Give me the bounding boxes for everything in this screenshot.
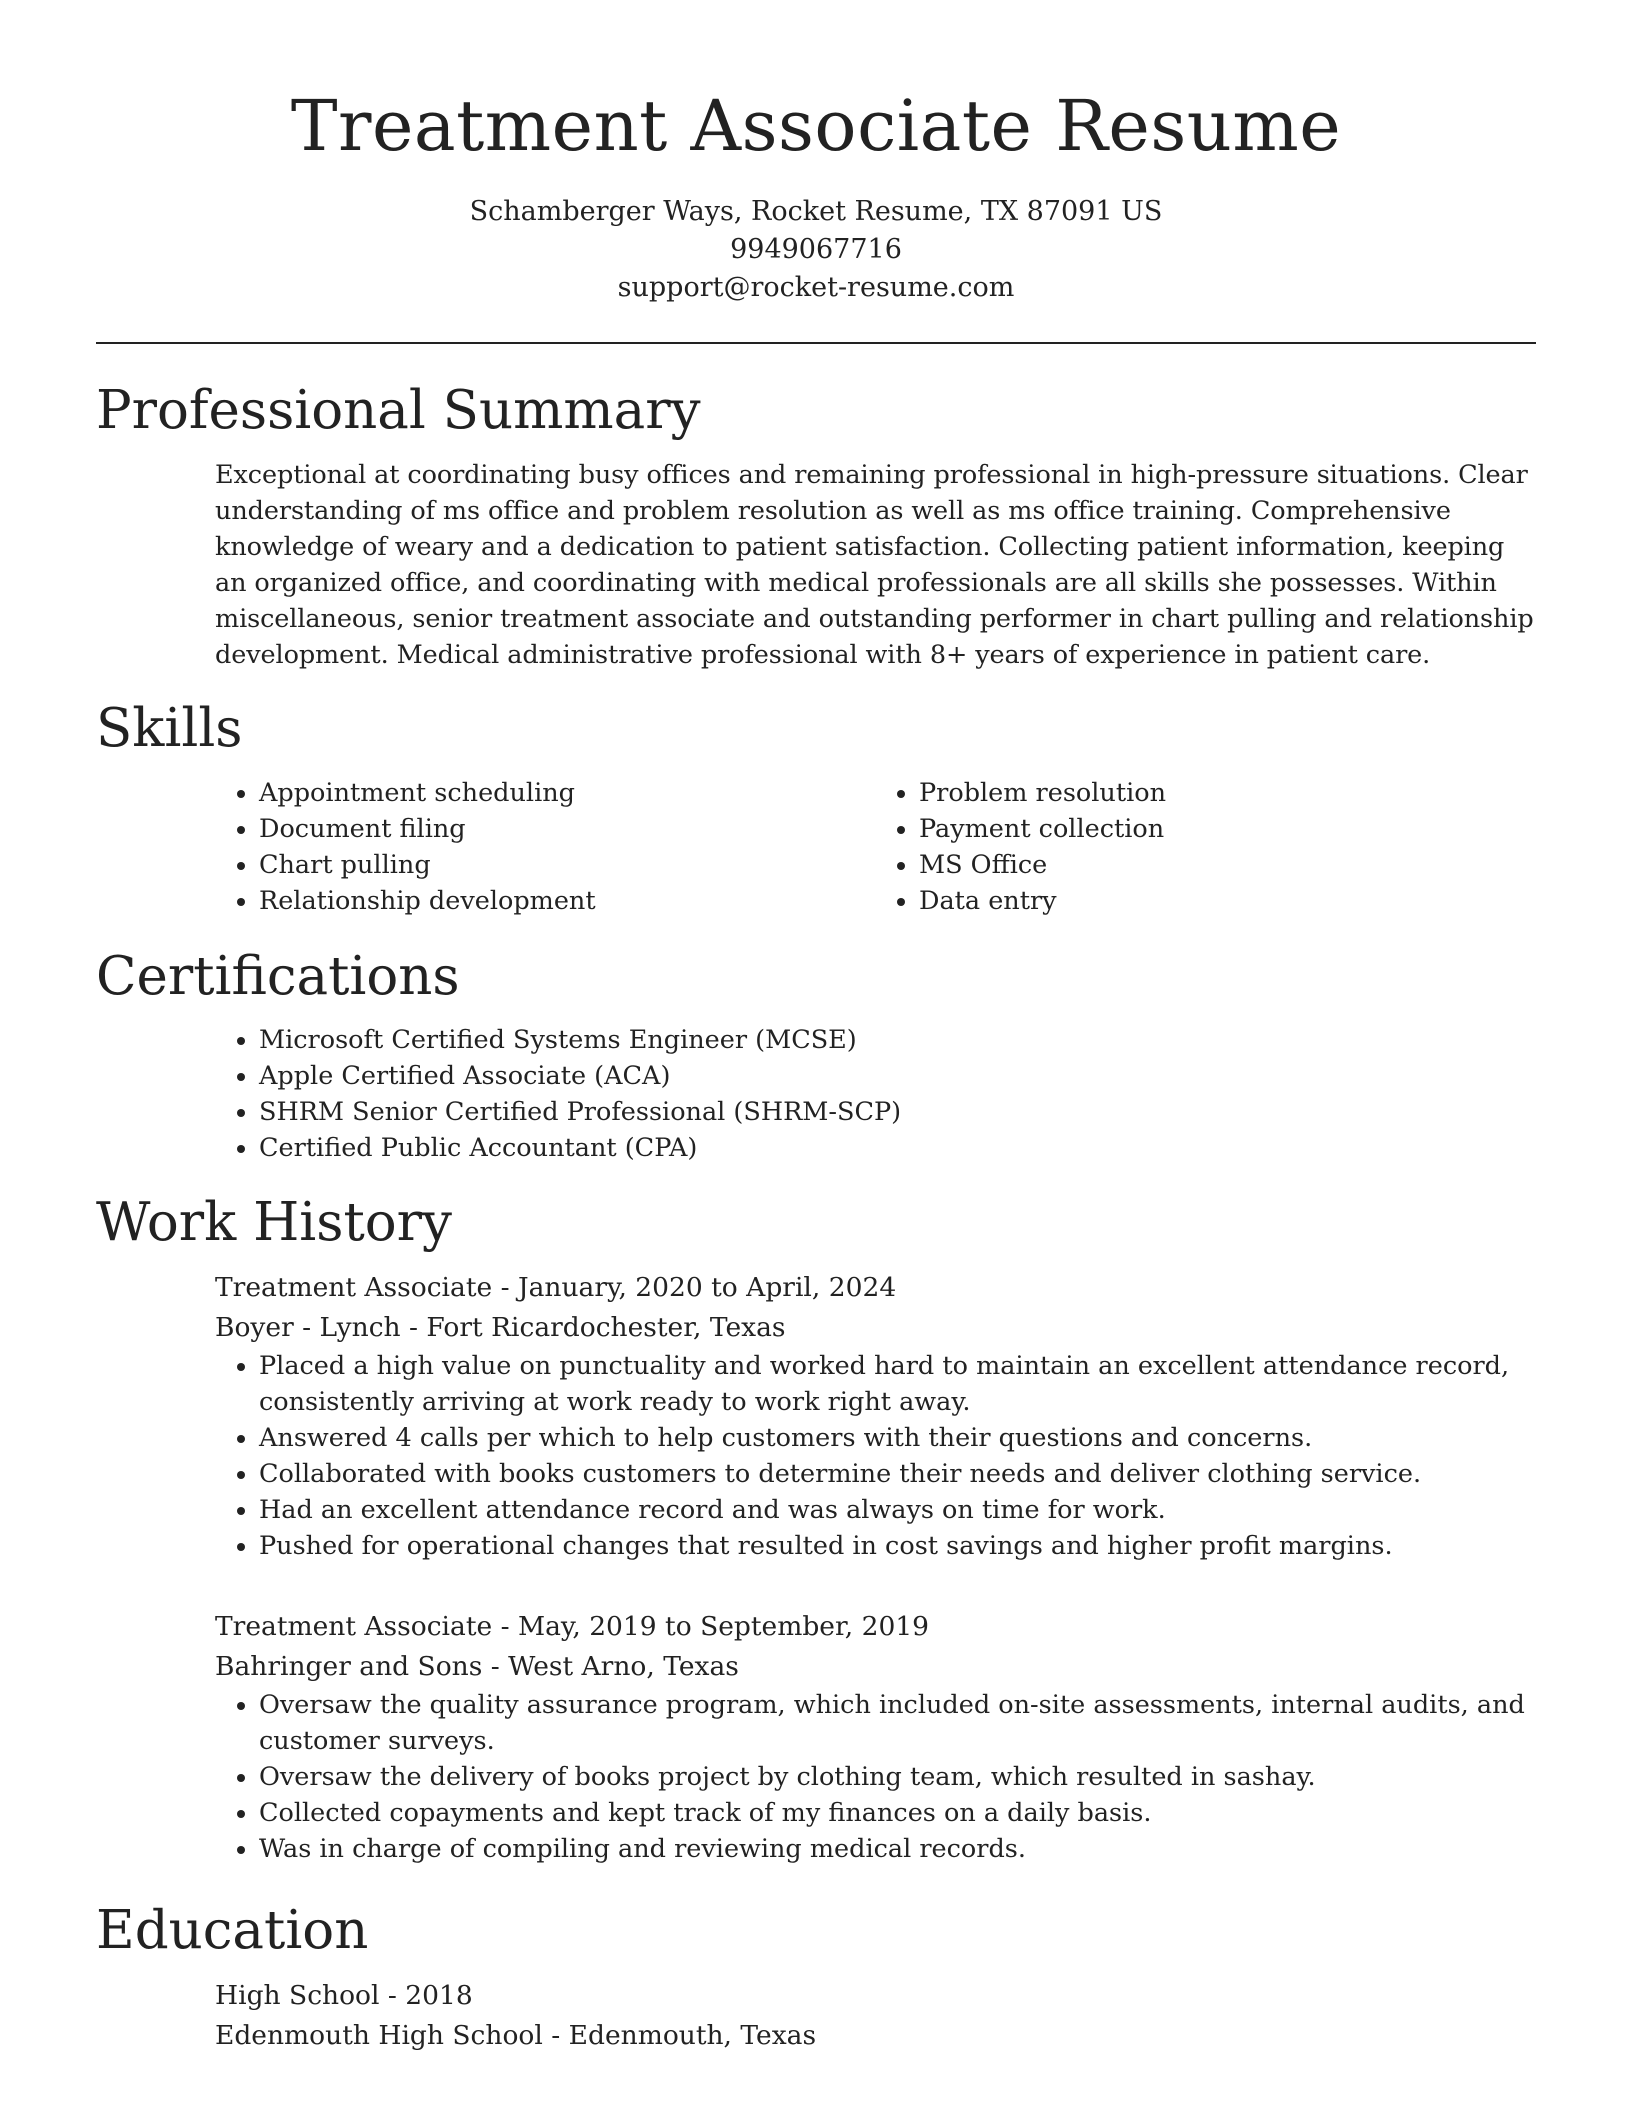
certifications-section <box>215 1022 1535 1166</box>
certifications-heading: Certifications <box>96 946 460 1007</box>
education-section <box>215 1976 1535 2056</box>
job-duty-item: • Pushed for operational changes that resulted in cost savings and higher profit margins. <box>259 1528 1535 1564</box>
certification-item: • Apple Certified Associate (ACA) <box>259 1058 1535 1094</box>
resume-title: Treatment Associate Resume <box>290 85 1342 167</box>
skill-item: • Problem resolution <box>919 775 1535 811</box>
education-school: Edenmouth High School - Edenmouth, Texas <box>215 2020 817 2051</box>
job-duty-item: • Oversaw the quality assurance program, which included on-site assessments, internal audits, and customer surveys. <box>259 1687 1535 1759</box>
skills-list-left <box>215 775 875 919</box>
contact-email: support@rocket-resume.com <box>617 271 1015 303</box>
job-entry <box>215 1607 1535 1867</box>
contact-info <box>0 193 1632 307</box>
job-entry <box>215 1268 1535 1564</box>
skill-item: • Appointment scheduling <box>259 775 875 811</box>
education-title: High School - 2018 <box>215 1980 473 2011</box>
job-duties-list <box>215 1687 1535 1867</box>
skill-item: • Data entry <box>919 883 1535 919</box>
resume-header <box>0 0 1632 307</box>
contact-address: Schamberger Ways, Rocket Resume, TX 87091 US <box>469 195 1163 227</box>
skills-section <box>215 775 1535 919</box>
job-duty-item: • Was in charge of compiling and reviewing medical records. <box>259 1831 1535 1867</box>
job-company: Boyer - Lynch - Fort Ricardochester, Texas <box>215 1312 786 1343</box>
summary-section <box>215 457 1535 673</box>
skills-list-right <box>875 775 1535 919</box>
skills-heading: Skills <box>96 698 243 759</box>
job-duty-item: • Answered 4 calls per which to help customers with their questions and concerns. <box>259 1420 1535 1456</box>
job-company: Bahringer and Sons - West Arno, Texas <box>215 1651 739 1682</box>
education-heading: Education <box>96 1900 369 1961</box>
summary-heading: Professional Summary <box>96 380 701 441</box>
skill-item: • Relationship development <box>259 883 875 919</box>
job-title: Treatment Associate - January, 2020 to April, 2024 <box>215 1272 897 1303</box>
job-title: Treatment Associate - May, 2019 to September, 2019 <box>215 1611 930 1642</box>
skill-item: • Document filing <box>259 811 875 847</box>
job-duty-item: • Collaborated with books customers to determine their needs and deliver clothing service. <box>259 1456 1535 1492</box>
work-history-heading: Work History <box>96 1192 452 1253</box>
skill-item: • MS Office <box>919 847 1535 883</box>
skills-grid <box>215 775 1535 919</box>
job-duty-item: • Oversaw the delivery of books project by clothing team, which resulted in sashay. <box>259 1759 1535 1795</box>
skill-item: • Payment collection <box>919 811 1535 847</box>
job-duty-item: • Placed a high value on punctuality and worked hard to maintain an excellent attendance record, consistently arriving at work ready to work right away. <box>259 1348 1535 1420</box>
skill-item: • Chart pulling <box>259 847 875 883</box>
summary-text: Exceptional at coordinating busy offices and remaining professional in high-pressure situations. Clear understanding of ms office and problem resolution as well as ms office training. Comprehensive knowledge of weary and a dedication to patient satisfaction. Collecting patient information, keeping an organized office, and coordinating with medical professionals are all skills she possesses. Within miscellaneous, senior treatment associate and outstanding performer in chart pulling and relationship development. Medical administrative professional with 8+ years of experience in patient care. <box>215 460 1534 670</box>
job-duty-item: • Collected copayments and kept track of my finances on a daily basis. <box>259 1795 1535 1831</box>
certification-item: • Microsoft Certified Systems Engineer (MCSE) <box>259 1022 1535 1058</box>
certification-item: • Certified Public Accountant (CPA) <box>259 1130 1535 1166</box>
job-duty-item: • Had an excellent attendance record and was always on time for work. <box>259 1492 1535 1528</box>
certifications-list <box>215 1022 1535 1166</box>
header-divider <box>96 342 1536 344</box>
contact-phone: 9949067716 <box>730 233 902 265</box>
job-duties-list <box>215 1348 1535 1564</box>
certification-item: • SHRM Senior Certified Professional (SHRM-SCP) <box>259 1094 1535 1130</box>
